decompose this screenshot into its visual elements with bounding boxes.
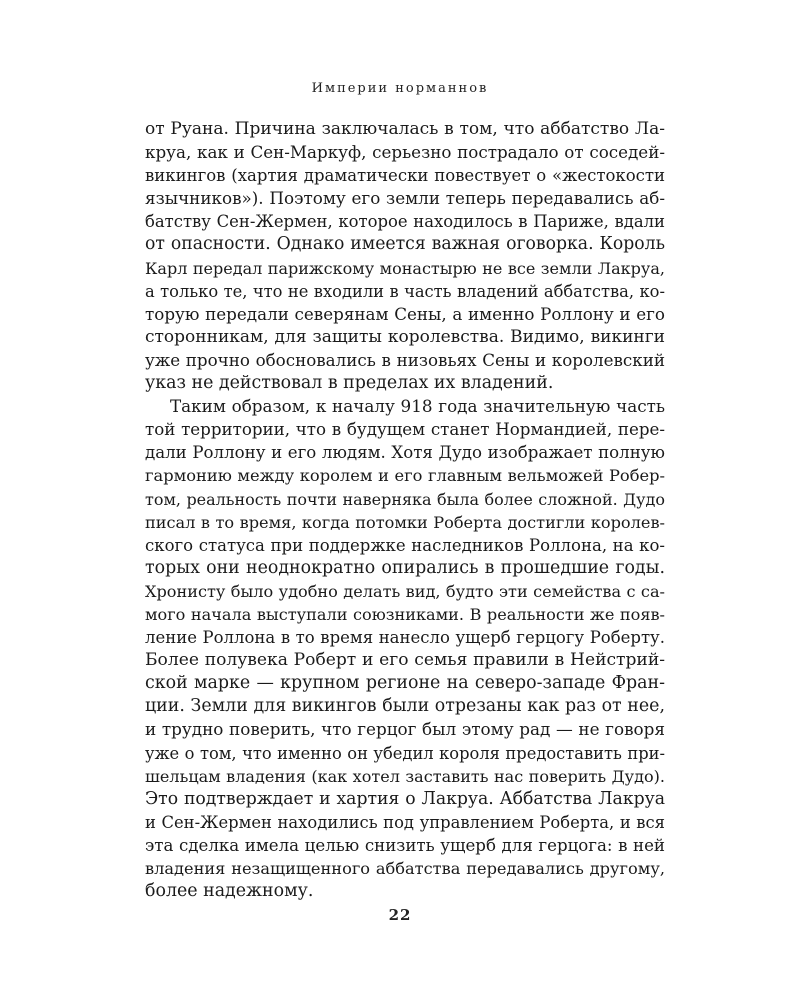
text-line: и Сен-Жермен находились под управлением Роберта, и вся <box>145 812 665 832</box>
text-line: эта сделка имела целью снизить ущерб для герцога: в ней <box>145 835 665 855</box>
page-number: 22 <box>388 906 412 924</box>
paragraph-1 <box>145 118 665 395</box>
text-line: ской марке — крупном регионе на северо-западе Фран- <box>145 673 665 694</box>
text-line: круа, как и Сен-Маркуф, серьезно пострадало от соседей- <box>145 142 665 163</box>
text-line: а только те, что не входили в часть владений аббатства, ко- <box>145 281 665 301</box>
body-text <box>145 118 665 903</box>
text-line: ции. Земли для викингов были отрезаны как раз от нее, <box>145 696 665 717</box>
text-line: ление Роллона в то время нанесло ущерб герцогу Роберту. <box>145 628 665 648</box>
text-line: ского статуса при поддержке наследников Роллона, на ко- <box>145 535 665 555</box>
text-line: от Руана. Причина заключалась в том, что аббатство Ла- <box>145 119 665 139</box>
text-line: писал в то время, когда потомки Роберта достигли королев- <box>145 512 665 532</box>
text-line: Таким образом, к началу 918 года значительную часть <box>170 396 665 417</box>
running-head: Империи норманнов <box>311 81 489 96</box>
text-line: Карл передал парижскому монастырю не все земли Лакруа, <box>145 258 665 278</box>
text-line: более надежному. <box>145 881 314 902</box>
text-line: той территории, что в будущем станет Нормандией, пере- <box>145 420 665 440</box>
text-line: Это подтверждает и хартия о Лакруа. Аббатства Лакруа <box>145 788 665 809</box>
text-line: Более полувека Роберт и его семья правили в Нейстрий- <box>145 650 665 671</box>
text-line: гармонию между королем и его главным вельможей Робер- <box>145 466 665 486</box>
text-line: том, реальность почти наверняка была более сложной. Дудо <box>145 489 665 509</box>
text-line: дали Роллону и его людям. Хотя Дудо изображает полную <box>145 443 665 463</box>
text-line: торых они неоднократно опирались в прошедшие годы. <box>145 557 665 578</box>
text-line: язычников»). Поэтому его земли теперь передавались аб- <box>145 188 665 209</box>
text-line: батству Сен-Жермен, которое находилось в Париже, вдали <box>145 212 665 232</box>
text-line: уже прочно обосновались в низовьях Сены и королевский <box>145 349 665 370</box>
text-line: владения незащищенного аббатства передавались другому, <box>145 859 665 878</box>
text-line: сторонникам, для защиты королевства. Видимо, викинги <box>145 326 665 347</box>
text-line: торую передали северянам Сены, а именно Роллону и его <box>145 303 665 324</box>
text-line: шельцам владения (как хотел заставить нас поверить Дудо). <box>145 766 665 786</box>
text-line: Хронисту было удобно делать вид, будто эти семейства с са- <box>145 581 665 601</box>
text-line: указ не действовал в пределах их владений. <box>145 373 554 394</box>
text-line: мого начала выступали союзниками. В реальности же появ- <box>145 604 665 624</box>
text-line: уже о том, что именно он убедил короля предоставить при- <box>145 743 665 763</box>
text-line: и трудно поверить, что герцог был этому рад — не говоря <box>145 719 665 740</box>
text-line: викингов (хартия драматически повествует о «жестокости <box>145 166 665 186</box>
text-line: от опасности. Однако имеется важная оговорка. Король <box>145 234 665 255</box>
paragraph-2 <box>145 395 665 903</box>
